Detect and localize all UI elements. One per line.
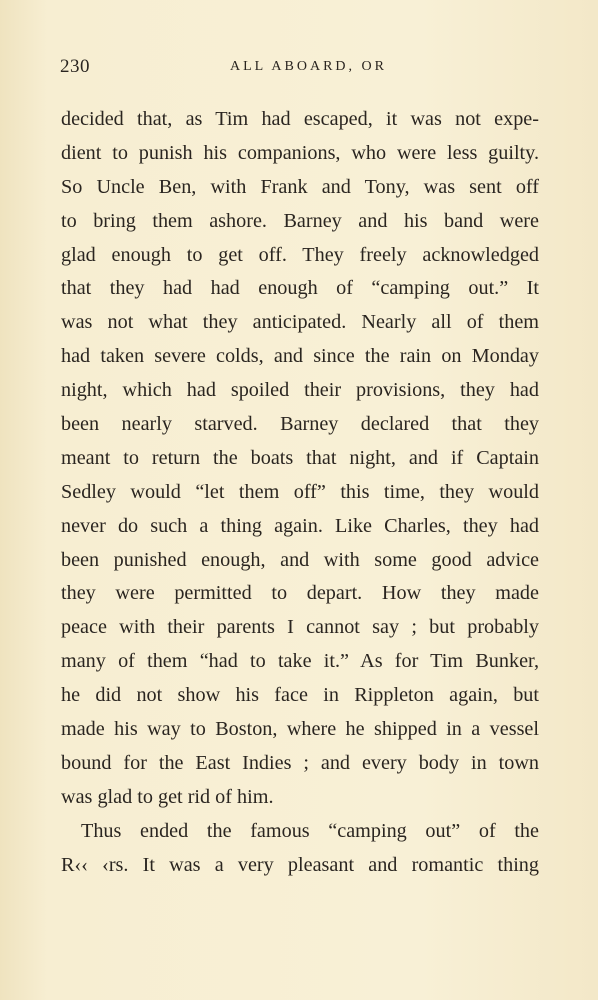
text-line: night, which had spoiled their provisions, they had xyxy=(61,379,539,402)
text-line: glad enough to get off. They freely acknowledged xyxy=(61,243,539,266)
text-line: Thus ended the famous “camping out” of the xyxy=(81,819,539,842)
text-line: many of them “had to take it.” As for Tim Bunker, xyxy=(61,650,539,673)
text-line: Sedley would “let them off” this time, they would xyxy=(61,480,539,503)
text-line: bound for the East Indies ; and every body in town xyxy=(61,751,539,774)
page-number: 230 xyxy=(60,56,90,77)
text-line: R‹‹ ‹rs. It was a very pleasant and romantic thing xyxy=(61,853,539,876)
page-header xyxy=(60,56,540,80)
text-line: he did not show his face in Rippleton again, but xyxy=(61,684,539,707)
text-line: made his way to Boston, where he shipped in a vessel xyxy=(61,718,539,741)
text-line: was glad to get rid of him. xyxy=(61,785,274,808)
text-line: never do such a thing again. Like Charles, they had xyxy=(61,514,539,537)
text-line: meant to return the boats that night, and if Captain xyxy=(61,446,539,469)
text-line: So Uncle Ben, with Frank and Tony, was sent off xyxy=(61,175,539,198)
running-head: ALL ABOARD, OR xyxy=(230,59,387,74)
text-line: to bring them ashore. Barney and his band were xyxy=(61,209,539,232)
text-line: had taken severe colds, and since the rain on Monday xyxy=(61,345,539,368)
body-text xyxy=(61,103,539,882)
text-line: peace with their parents I cannot say ; but probably xyxy=(61,616,539,639)
text-line: that they had had enough of “camping out.” It xyxy=(61,277,539,300)
text-line: decided that, as Tim had escaped, it was not expe- xyxy=(61,108,539,130)
text-line: they were permitted to depart. How they made xyxy=(61,582,539,605)
text-line: been punished enough, and with some good advice xyxy=(61,548,539,571)
text-line: was not what they anticipated. Nearly all of them xyxy=(61,311,539,334)
text-line: been nearly starved. Barney declared that they xyxy=(61,413,539,436)
text-line: dient to punish his companions, who were less guilty. xyxy=(61,141,539,164)
